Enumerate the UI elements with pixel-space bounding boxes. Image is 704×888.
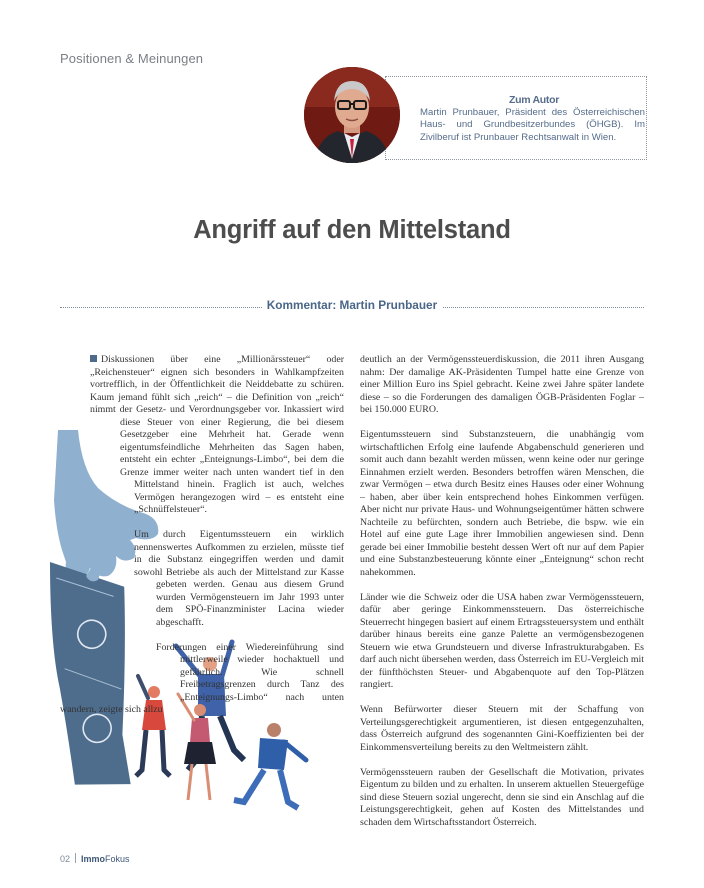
paragraph: Vermögenssteuern rauben der Gesellschaft die Motivation, privates Eigentum zu bilden und zu erhalten. In unserem aktuellen Steuergefüge sind diese Steuern sozial ungerecht, denn sie sind ein Anschlag auf die Leistungsgerechtigkeit, gehen auf Kosten des Mittelstandes und schaden dem Wirtschaftsstandort Österreich.: [360, 766, 644, 828]
right-column: [360, 354, 644, 842]
page-number: 02: [60, 854, 71, 864]
footer-divider: [75, 853, 76, 863]
author-info: [420, 94, 645, 144]
author-heading: Zum Autor: [509, 94, 559, 106]
paragraph: Wenn Befürworter dieser Steuern mit der Schaffung von Verteilungsgerechtigkeit argumentieren, ist diesen entgegenzuhalten, dass Österreich aufgrund des sogenannten Gini-Koeffizienten bei der Einkommensverteilung bereits zu den Weltmeistern zählt.: [360, 704, 644, 753]
author-bio: Martin Prunbauer, Präsident des Österreichischen Haus- und Grundbesitzerbundes (ÖHGB). Im Zivilberuf ist Prunbauer Rechtsanwalt in Wien.: [420, 107, 645, 143]
bullet-icon: [90, 355, 97, 362]
paragraph: Eigentumssteuern sind Substanzsteuern, die unabhängig vom wirtschaftlichen Erfolg eine laufende Abgabenschuld generieren und somit auch dann bezahlt werden müssen, wenn keine oder nur geringe Einnahmen erzielt werden. Besonders betroffen wären Menschen, die zwar Vermögen – etwa durch Besitz eines Hauses oder einer Wohnung – haben, aber über kein entsprechend hohes Einkommen verfügen. Aber nicht nur private Haus- und Wohnungseigentümer hätten schwere Nachteile zu befürchten, sondern auch Betriebe, die bspw. wie ein Hotel auf eine gute Lage ihrer Immobilien angewiesen sind. Denn gerade bei einer Immobilie besteht dessen Wert oft nur auf dem Papier und eine Substanzbesteuerung könnte einer „Enteignung“ schon recht nahekommen.: [360, 429, 644, 578]
brand-logo: [81, 854, 130, 864]
paragraph: Diskussionen über eine „Millionärssteuer“ oder „Reichensteuer“ eignen sich besonders in Wahlkampfzeiten vortrefflich, in der Öffentlichkeit die Neiddebatte zu schüren. Kaum jemand fühlt sich „reich“ – die Definition von „reich“ nimmt der Gesetz- und Verordnungsgeber vor. Inkassiert wird diese Steuer von einer Regierung, die bei diesem Gesetzgeber eine Mehrheit hat. Gerade wenn eigentumsfeindliche Mehrheiten das Sagen haben, entsteht ein echter „Enteignungs-Limbo“, bei dem die Grenze immer weiter nach unten wandert tief in den Mittelstand hinein. Fraglich ist auch, welches Vermögen herangezogen wird – es entsteht eine „Schnüffelsteuer“.: [90, 354, 344, 515]
brand-part2: Fokus: [105, 854, 130, 864]
article-title: Angriff auf den Mittelstand: [193, 216, 511, 244]
byline: Kommentar: Martin Prunbauer: [262, 298, 442, 312]
section-label: Positionen & Meinungen: [60, 51, 204, 66]
left-column: [60, 354, 344, 729]
footer: [60, 853, 130, 864]
paragraph: deutlich an der Vermögenssteuerdiskussion, die 2011 ihren Ausgang nahm: Der damalige AK-Präsidenten Tumpel hatte eine Grenze von einer Million Euro ins Spiel gebracht. Keine zwei Jahre später landete diese – so die Forderungen des damaligen ÖGB-Präsidenten Foglar – bei 150.000 EURO.: [360, 354, 644, 415]
brand-part1: Immo: [81, 854, 106, 864]
paragraph: Länder wie die Schweiz oder die USA haben zwar Vermögenssteuern, dafür aber geringe Einkommenssteuern. Das österreichische Steuerrecht hingegen basiert auf einem Ertragssteuersystem und enthält darüber hinaus bereits eine ganze Palette an vermögensbezogenen Steuern wie etwa Grundsteuern und diverse Infrastrukturabgaben. Es darf auch nicht übersehen werden, dass Österreich im EU-Vergleich mit der fünfthöchsten Steuer- und Abgabenquote auf den Top-Plätzen rangiert.: [360, 591, 644, 690]
author-photo: [304, 67, 400, 163]
paragraph: Um durch Eigentumssteuern ein wirklich nennenswertes Aufkommen zu erzielen, müsste tief in die Substanz eingegriffen werden und damit sowohl Betriebe als auch der Mittelstand zur Kasse gebeten werden. Genau aus diesem Grund wurden Vermögensteuern im Jahr 1993 unter dem SPÖ-Finanzminister Lacina wieder abgeschafft.: [134, 529, 344, 628]
person-figure: [234, 723, 306, 808]
paragraph: Forderungen einer Wiedereinführung sind mittlerweile wieder hochaktuell und gefährlich. Wie schnell Freibetragsgrenzen durch Tanz des „Enteignungs-Limbo“ nach unten wandern, zeigte sich allzu: [60, 641, 344, 715]
